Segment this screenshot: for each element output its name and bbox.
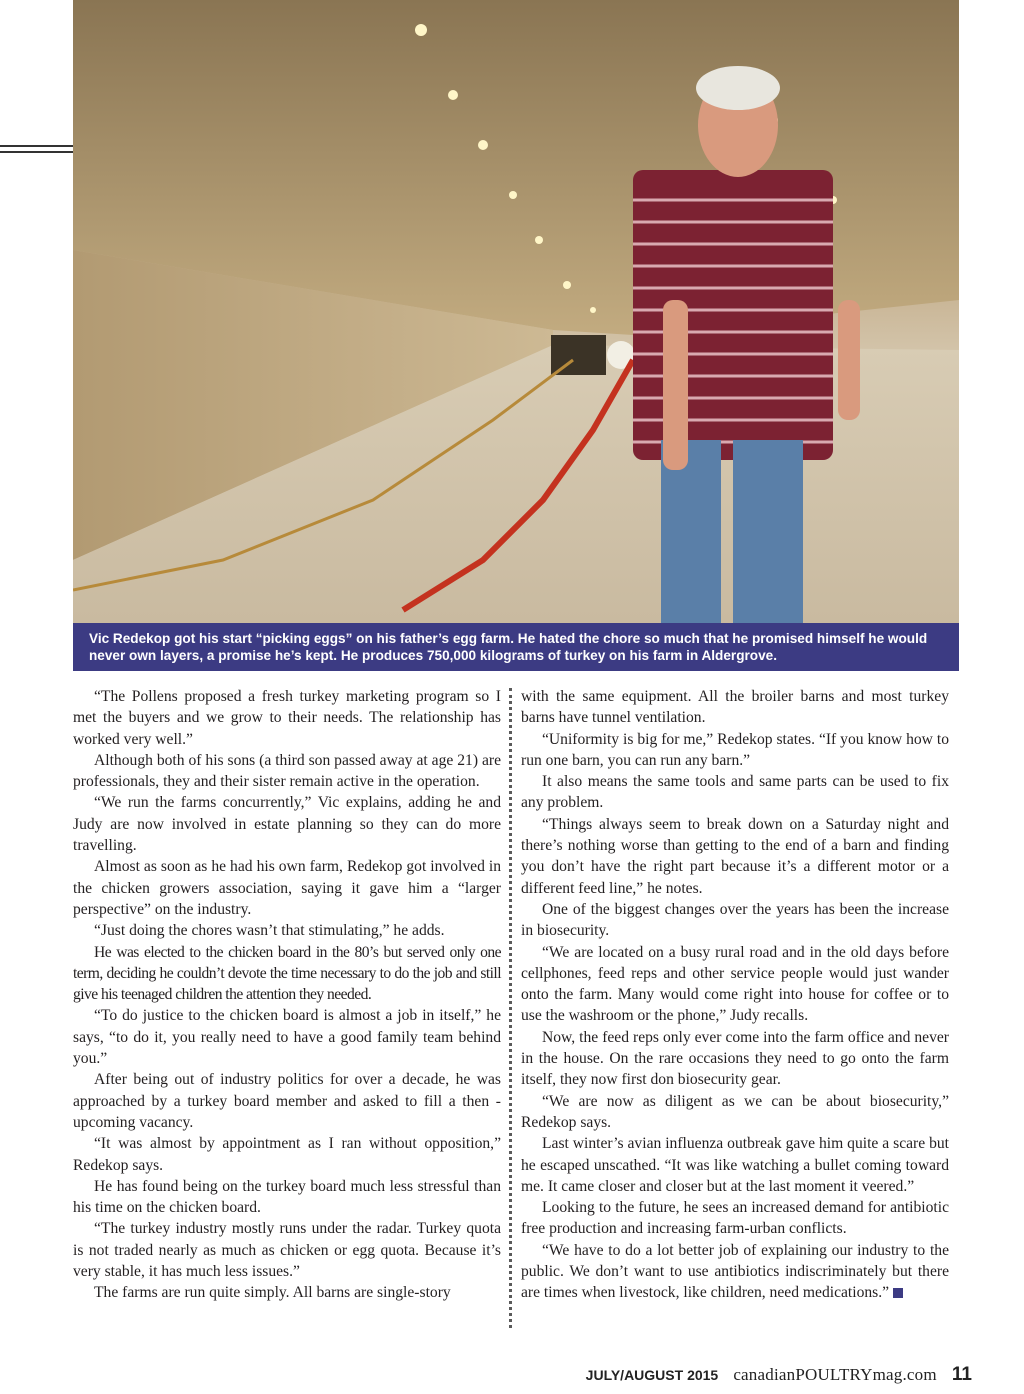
article-column-right	[521, 686, 949, 1304]
paragraph: “We are now as diligent as we can be about biosecurity,” Redekop says.	[521, 1092, 949, 1131]
paragraph: “To do justice to the chicken board is almost a job in itself,” he says, “to do it, you really need to have a good family team behind you.”	[73, 1007, 501, 1068]
magazine-website: canadianPOULTRYmag.com	[733, 1365, 937, 1384]
paragraph: The farms are run quite simply. All barns are single-story	[94, 1284, 451, 1302]
paragraph: Now, the feed reps only ever come into the farm office and never in the house. On the rare occasions they need to go onto the farm itself, they now first don biosecurity gear.	[521, 1028, 949, 1089]
paragraph: Although both of his sons (a third son passed away at age 21) are professionals, they and their sister remain active in the operation.	[73, 751, 501, 791]
column-divider	[509, 688, 512, 1328]
page-footer	[586, 1364, 972, 1388]
article-column-left	[73, 686, 501, 1304]
paragraph: “Things always seem to break down on a Saturday night and there’s nothing worse than getting to the end of a barn and finding you don’t have the right part because it’s a different motor or a different feed line,” he notes.	[521, 815, 949, 897]
paragraph: “Just doing the chores wasn’t that stimulating,” he adds.	[94, 922, 445, 940]
photo-caption: Vic Redekop got his start “picking eggs” on his father’s egg farm. He hated the chore so much that he promised himself he would never own layers, a promise he’s kept. He produces 750,000 kilograms of turkey on his farm in Aldergrove.	[73, 623, 959, 671]
paragraph: Almost as soon as he had his own farm, Redekop got involved in the chicken growers association, saying it gave him a “larger perspective” on the industry.	[73, 858, 501, 918]
paragraph: “We run the farms concurrently,” Vic explains, adding he and Judy are now involved in estate planning so they can do more travelling.	[73, 794, 501, 855]
decorative-rule-bottom	[0, 151, 73, 153]
paragraph: with the same equipment. All the broiler barns and most turkey barns have tunnel ventilation.	[521, 688, 949, 727]
paragraph: “It was almost by appointment as I ran without opposition,” Redekop says.	[73, 1135, 501, 1174]
paragraph: “The Pollens proposed a fresh turkey marketing program so I met the buyers and we grow to their needs. The relationship has worked very well.”	[73, 688, 501, 748]
paragraph: One of the biggest changes over the years has been the increase in biosecurity.	[521, 900, 949, 940]
barn-photo-icon	[73, 0, 959, 623]
paragraph: “Uniformity is big for me,” Redekop states. “If you know how to run one barn, you can run any barn.”	[521, 730, 949, 769]
paragraph: Looking to the future, he sees an increased demand for antibiotic free production and increasing farm-urban conflicts.	[521, 1199, 949, 1238]
page-number: 11	[951, 1364, 972, 1385]
barn-photo	[73, 0, 959, 623]
decorative-rule-top	[0, 145, 73, 147]
paragraph-final	[521, 1240, 949, 1304]
paragraph: “We are located on a busy rural road and in the old days before cellphones, feed reps and other service people would just wander onto the farm. Many would come right into house for coffee or to use the washroom or the phone,” Judy recalls.	[521, 943, 949, 1025]
paragraph-text: “We have to do a lot better job of explaining our industry to the public. We don’t want to use antibiotics indiscriminately but there are times when livestock, like children, need medications.”	[521, 1241, 949, 1302]
paragraph: He has found being on the turkey board much less stressful than his time on the chicken board.	[73, 1177, 501, 1217]
paragraph: “The turkey industry mostly runs under the radar. Turkey quota is not traded nearly as much as chicken or egg quota. Because it’s very stable, it has much less issues.”	[73, 1220, 501, 1281]
paragraph: It also means the same tools and same parts can be used to fix any problem.	[521, 773, 949, 812]
paragraph: Last winter’s avian influenza outbreak gave him quite a scare but he escaped unscathed. “It was like watching a bullet coming toward me. It came closer and closer but at the last moment it veered.”	[521, 1135, 949, 1195]
paragraph: He was elected to the chicken board in the 80’s but served only one term, deciding he couldn’t devote the time necessary to do the job and still give his teenaged children the attention they needed.	[73, 943, 501, 1004]
issue-date: JULY/AUGUST 2015	[585, 1367, 719, 1383]
paragraph: After being out of industry politics for over a decade, he was approached by a turkey board member and asked to fill a then -upcoming vacancy.	[73, 1071, 501, 1131]
end-mark-icon	[893, 1288, 903, 1298]
